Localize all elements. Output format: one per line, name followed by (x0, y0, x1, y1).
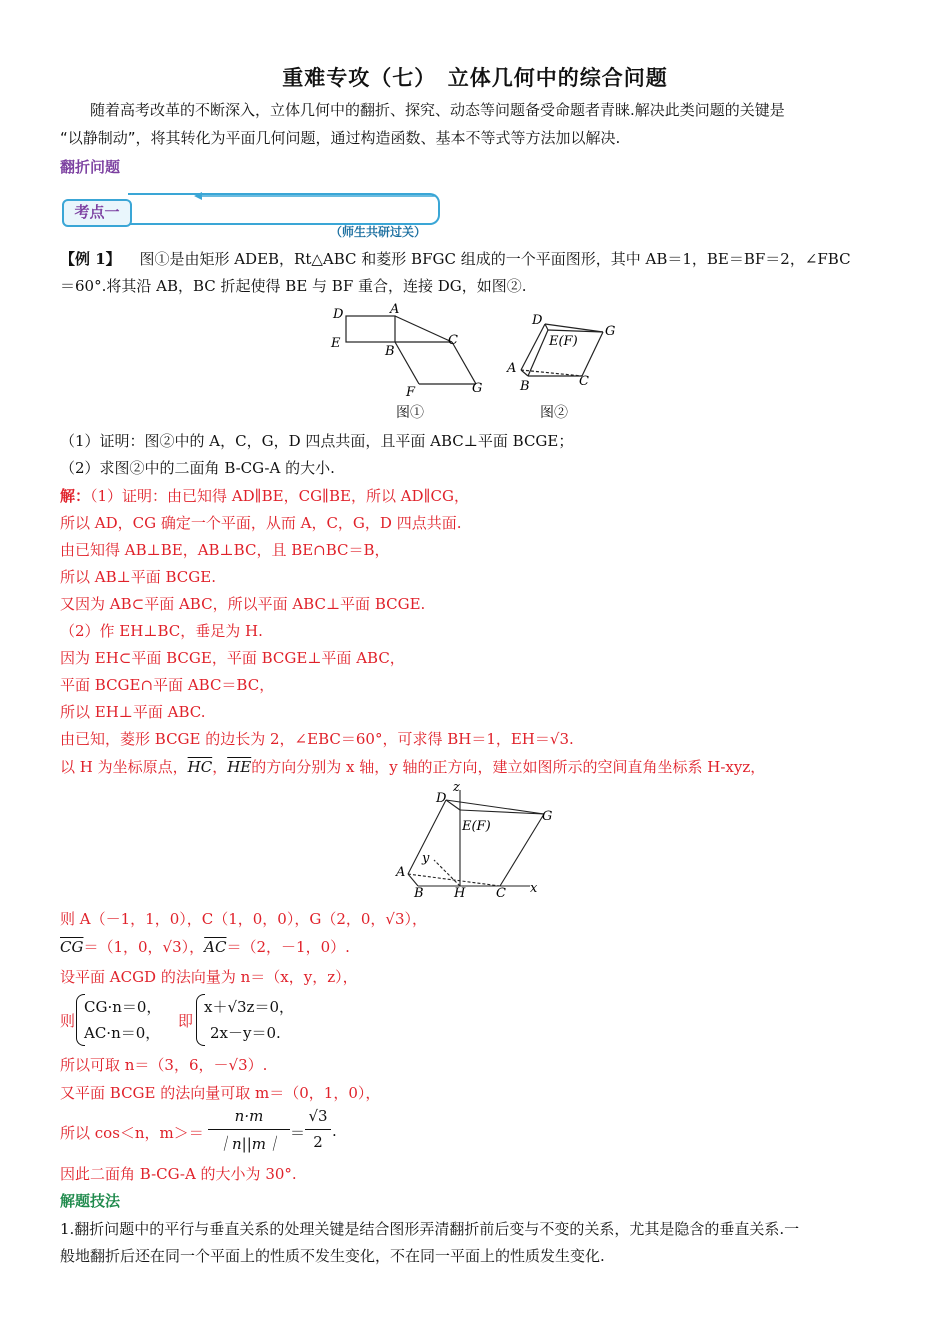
vector-hc: $\overline{HC}$ (187, 758, 213, 776)
fig2-label: A (507, 361, 517, 376)
fig2-label: B (520, 379, 530, 394)
example-text: 图①是由矩形 ADEB，Rt△ABC 和菱形 BFGC 组成的一个平面图形，其中 AB＝1，BE＝BF＝2，∠FBC (139, 250, 851, 268)
fig2-label: C (579, 374, 589, 389)
solution-text: ＝（1，0，√3）， (83, 938, 205, 956)
page-title: 重难专攻（七） 立体几何中的综合问题 (282, 66, 668, 90)
fig2-label: G (605, 324, 616, 339)
system-row: CG·n＝0， (84, 998, 162, 1016)
fig2-label: D (532, 313, 543, 328)
solution-line: 所以可取 n＝（3，6，－√3）. (60, 1056, 268, 1074)
section-heading-tips: 解题技法 (60, 1192, 121, 1210)
fraction-denominator: 2 (313, 1133, 323, 1151)
solution-line: 设平面 ACGD 的法向量为 n＝（x，y，z）， (60, 968, 358, 986)
solution-label: 解： (60, 487, 91, 505)
question-2: （2）求图②中的二面角 B-CG-A 的大小. (60, 459, 335, 477)
intro-line: “以静制动”，将其转化为平面几何问题，通过构造函数、基本不等式等方法加以解决. (60, 129, 621, 147)
figure-2-caption: 图② (540, 405, 568, 421)
fig3-label: C (496, 886, 506, 900)
figure-1-caption: 图① (396, 405, 424, 421)
banner-arrow-icon (190, 190, 440, 202)
solution-line: 所以 EH⊥平面 ABC. (60, 703, 206, 721)
fig1-label: C (448, 333, 458, 348)
solution-line: 又因为 AB⊂平面 ABC，所以平面 ABC⊥平面 BCGE. (60, 595, 426, 613)
solution-text: ， (212, 758, 228, 776)
banner-note: （师生共研过关） (330, 225, 427, 239)
fig3-label: G (542, 809, 553, 824)
vector-ac: $\overline{AC}$ (204, 938, 227, 956)
fig1-label: D (333, 307, 344, 322)
solution-text: ＝（2，－1，0）. (226, 938, 350, 956)
fig3-label: y (422, 851, 430, 866)
fig1-label: B (385, 344, 395, 359)
solution-line: 所以 cos＜n，m＞＝ (60, 1124, 204, 1142)
fig1-label: E (331, 336, 341, 351)
solution-line: 所以 AD，CG 确定一个平面，从而 A，C，G，D 四点共面. (60, 514, 462, 532)
figure-1 (325, 302, 495, 402)
vector-cg: $\overline{CG}$ (60, 938, 84, 956)
fig1-label: F (406, 385, 416, 400)
system-row: x＋√3z＝0， (204, 998, 295, 1016)
tips-line: 般地翻折后还在同一个平面上的性质不发生变化，不在同一平面上的性质发生变化. (60, 1247, 605, 1265)
solution-text: 以 H 为坐标原点， (60, 758, 188, 776)
solution-text: （1）证明：由已知得 AD∥BE，CG∥BE，所以 AD∥CG， (90, 487, 469, 505)
solution-line: 平面 BCGE∩平面 ABC＝BC， (60, 676, 275, 694)
solution-text: 的方向分别为 x 轴，y 轴的正方向，建立如图所示的空间直角坐标系 H-xyz， (251, 758, 766, 776)
fraction-bar (305, 1129, 331, 1130)
fig2-label: E(F) (549, 334, 578, 349)
example-line: ＝60°.将其沿 AB，BC 折起使得 BE 与 BF 重合，连接 DG，如图②. (60, 277, 527, 295)
equals-sign: ＝ (290, 1124, 306, 1142)
system-ze: 则 (60, 1012, 76, 1030)
fig3-label: D (436, 791, 447, 806)
figure-2 (505, 310, 625, 395)
fig3-label: B (414, 886, 424, 900)
system-row: AC·n＝0， (84, 1024, 161, 1042)
fig3-label: x (530, 881, 538, 896)
fig1-label: A (390, 302, 400, 317)
solution-line (60, 936, 350, 957)
system-row: 2x－y＝0. (210, 1024, 281, 1042)
solution-line: 因为 EH⊂平面 BCGE，平面 BCGE⊥平面 ABC， (60, 649, 405, 667)
solution-line (60, 756, 765, 777)
question-1: （1）证明：图②中的 A，C，G，D 四点共面，且平面 ABC⊥平面 BCGE； (60, 432, 574, 450)
system-ji: 即 (178, 1012, 194, 1030)
fig3-label: H (454, 886, 466, 900)
tips-line: 1.翻折问题中的平行与垂直关系的处理关键是结合图形弄清翻折前后变与不变的关系，尤其是隐含的垂直关系.一 (60, 1220, 800, 1238)
section-heading-fold: 翻折问题 (60, 158, 121, 176)
example-label: 【例 1】 (60, 250, 121, 268)
fraction-bar (208, 1129, 290, 1130)
vector-he: $\overline{HE}$ (227, 758, 252, 776)
fraction-numerator: n·m (234, 1107, 264, 1125)
solution-line: 又平面 BCGE 的法向量可取 m＝（0，1，0）， (60, 1084, 381, 1102)
figure-3 (390, 780, 560, 900)
example-line (60, 248, 851, 269)
fig1-label: G (472, 381, 483, 396)
intro-paragraph (60, 96, 890, 152)
fig3-label: A (396, 865, 406, 880)
fig3-label: z (453, 780, 460, 795)
solution-line: 因此二面角 B-CG-A 的大小为 30°. (60, 1165, 297, 1183)
period: . (332, 1122, 337, 1140)
solution-line: 所以 AB⊥平面 BCGE. (60, 568, 216, 586)
fig3-label: E(F) (462, 819, 491, 834)
solution-line: （2）作 EH⊥BC，垂足为 H. (60, 622, 263, 640)
solution-line: 由已知，菱形 BCGE 的边长为 2，∠EBC＝60°，可求得 BH＝1，EH＝√3. (60, 730, 574, 748)
solution-line: 则 A（－1，1，0），C（1，0，0），G（2，0，√3）， (60, 910, 428, 928)
solution-line: 由已知得 AB⊥BE，AB⊥BC，且 BE∩BC＝B， (60, 541, 390, 559)
solution-line (60, 485, 469, 506)
fraction-denominator: ｜n||m｜ (217, 1135, 281, 1153)
banner-tab: 考点一 (62, 199, 132, 227)
fraction-numerator: √3 (308, 1107, 328, 1125)
intro-line: 随着高考改革的不断深入，立体几何中的翻折、探究、动态等问题备受命题者青睐.解决此类问题的关键是 (90, 101, 785, 119)
